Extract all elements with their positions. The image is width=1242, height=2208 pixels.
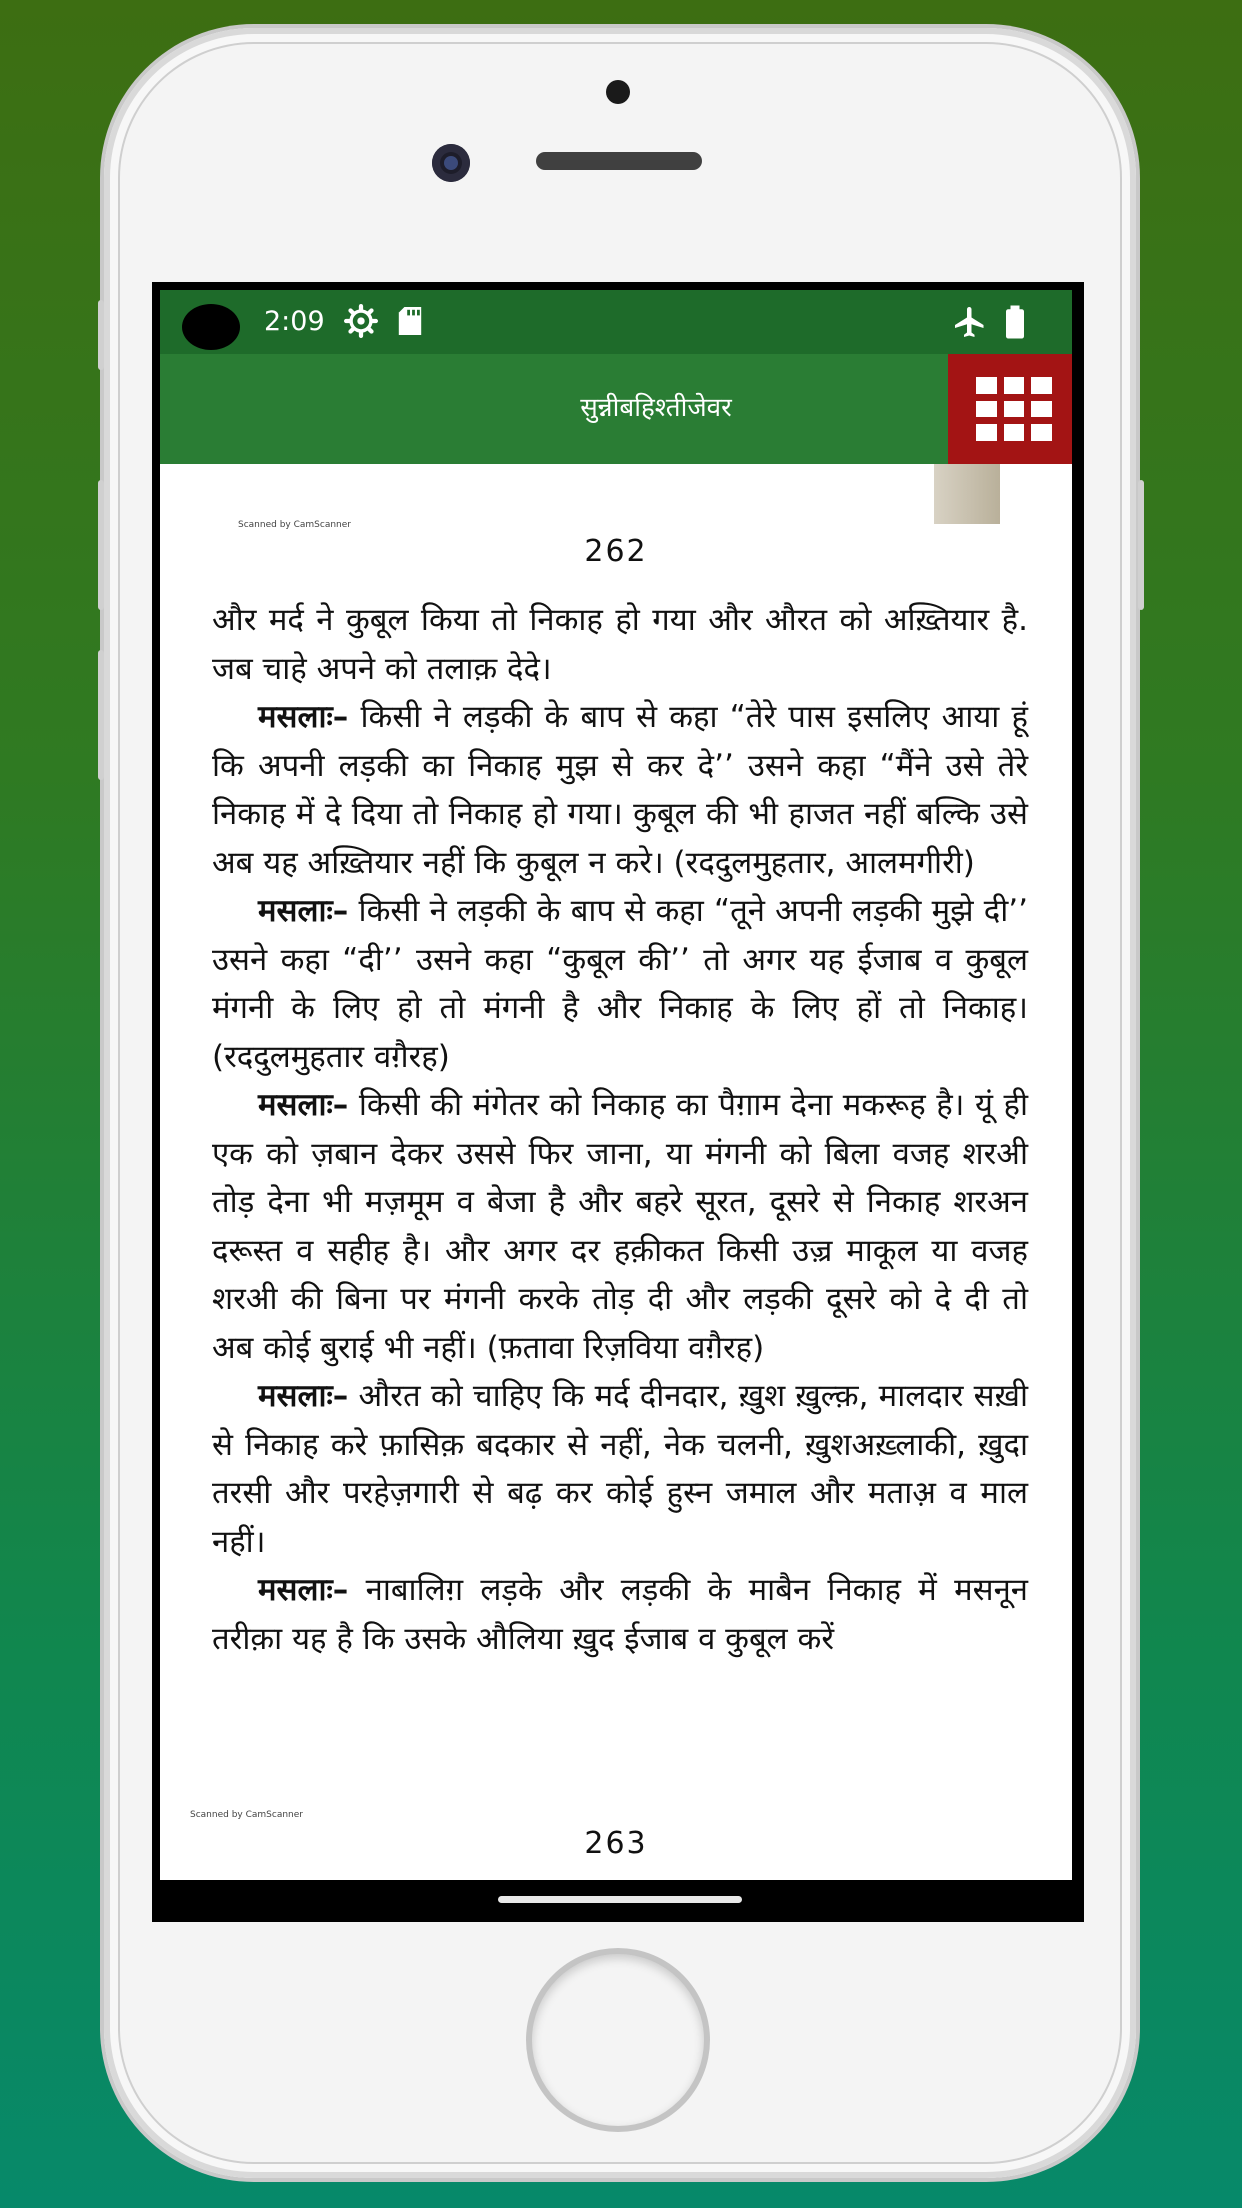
paragraph: और मर्द ने कुबूल किया तो निकाह हो गया और औरत को अख़्तियार है. जब चाहे अपने को तलाक़ देदे।: [212, 602, 1028, 687]
book-text: [212, 596, 1028, 1663]
masla-label: मसलाः–: [258, 699, 349, 735]
volume-up-button: [98, 480, 104, 610]
paragraph: मसलाः– किसी ने लड़की के बाप से कहा “तूने अपनी लड़की मुझे दी’’ उसने कहा “दी’’ उसने कहा “कुबूल की’’ तो अगर यह ईजाब व कुबूल मंगनी के लिए हो तो मंगनी है और निकाह के लिए हों तो निकाह। (रददुलमुहतार वग़ैरह): [212, 893, 1028, 1075]
status-bar: [160, 290, 1072, 354]
paragraph: मसलाः– किसी ने लड़की के बाप से कहा “तेरे पास इसलिए आया हूं कि अपनी लड़की का निकाह मुझ से कर दे’’ उसने कहा “मैंने उसे तेरे निकाह में दे दिया तो निकाह हो गया। कुबूल की भी हाजत नहीं बल्कि उसे अब यह अख़्तियार नहीं कि कुबूल न करे। (रददुलमुहतार, आलमगीरी): [212, 699, 1028, 881]
page-number-top: 262: [584, 534, 648, 569]
scan-label-top: Scanned by CamScanner: [238, 520, 351, 530]
grid-menu-button[interactable]: [948, 354, 1072, 464]
status-time: 2:09: [264, 306, 325, 337]
mute-switch: [98, 300, 104, 370]
app-bar: [160, 354, 1072, 464]
proximity-sensor: [606, 80, 630, 104]
battery-icon: [1004, 304, 1026, 340]
app-title: सुन्नीबहिश्तीजेवर: [580, 393, 732, 423]
sd-card-icon: [396, 304, 424, 338]
page-number-bottom: 263: [584, 1826, 648, 1861]
paragraph: मसलाः– औरत को चाहिए कि मर्द दीनदार, ख़ुश ख़ुल्क़, मालदार सख़ी से निकाह करे फ़ासिक़ बदकार से नहीं, नेक चलनी, ख़ुशअख़्लाकी, ख़ुदा तरसी और परहेज़गारी से बढ़ कर कोई हुस्न जमाल और मताअ़ व माल नहीं।: [212, 1378, 1028, 1560]
paragraph: मसलाः– नाबालिग़ लड़के और लड़की के माबैन निकाह में मसनून तरीक़ा यह है कि उसके औलिया ख़ुद ईजाब व कुबूल करें: [212, 1572, 1028, 1657]
scan-edge-shadow: [934, 464, 1000, 524]
book-page-viewer[interactable]: [160, 464, 1072, 1880]
airplane-mode-icon: [952, 304, 988, 340]
masla-label: मसलाः–: [258, 1087, 349, 1123]
front-camera: [432, 144, 470, 182]
earpiece-speaker: [536, 152, 702, 170]
home-indicator[interactable]: [498, 1896, 742, 1903]
masla-label: मसलाः–: [258, 893, 349, 929]
home-button[interactable]: [532, 1954, 704, 2126]
scan-label-bottom: Scanned by CamScanner: [190, 1810, 303, 1820]
power-button: [1138, 480, 1144, 610]
grid-menu-icon: [976, 377, 1052, 441]
paragraph: मसलाः– किसी की मंगेतर को निकाह का पैग़ाम देना मकरूह है। यूं ही एक को ज़बान देकर उससे फिर जाना, या मंगनी को बिला वजह शरअी तोड़ देना भी मज़मूम व बेजा है और बहरे सूरत, दूसरे से निकाह शरअन दरूस्त व सहीह है। और अगर दर हक़ीकत किसी उज़्र माकूल या वजह शरअी की बिना पर मंगनी करके तोड़ दी और लड़की दूसरे को दे दी तो अब कोई बुराई भी नहीं। (फ़तावा रिज़विया वग़ैरह): [212, 1087, 1028, 1366]
settings-gear-icon: [344, 304, 378, 338]
camera-cutout: [182, 304, 240, 350]
volume-down-button: [98, 650, 104, 780]
masla-label: मसलाः–: [258, 1378, 349, 1414]
masla-label: मसलाः–: [258, 1572, 349, 1608]
phone-screen: [152, 282, 1084, 1922]
